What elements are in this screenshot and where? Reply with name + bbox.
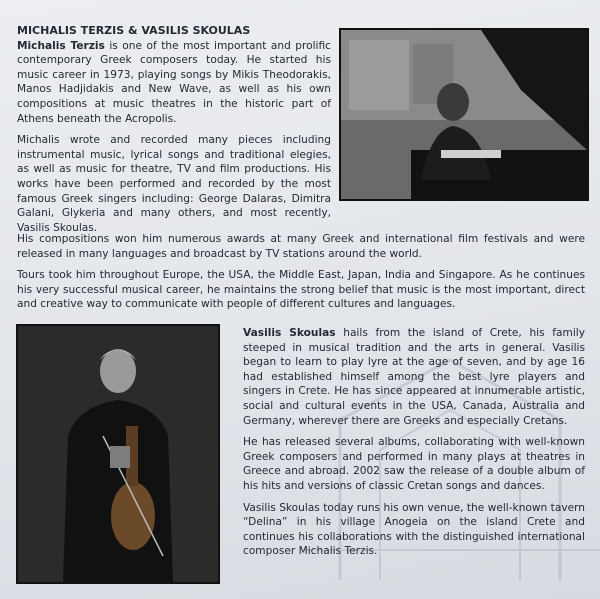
terzis-name: Michalis Terzis <box>17 39 105 52</box>
skoulas-bio <box>243 326 585 566</box>
skoulas-lyre-photo <box>16 324 220 584</box>
terzis-awards-paragraph: His compositions won him numerous awards at many Greek and international film festivals and were released in many languages and broadcast by TV stations around the world. <box>17 233 585 260</box>
skoulas-name: Vasilis Skoulas <box>243 327 336 339</box>
terzis-bio-top <box>17 24 331 242</box>
terzis-intro-paragraph <box>17 39 331 127</box>
terzis-tours-paragraph: Tours took him throughout Europe, the USA, the Middle East, Japan, India and Singapore. As he continues his very successful musical career, he maintains the strong belief that music is the most important, direct and creative way to communicate with people of different cultures and languages. <box>17 269 585 311</box>
skoulas-intro-text: hails from the island of Crete, his family steeped in musical tradition and the arts in general. Vasilis began to learn to play lyre at the age of seven, and by age 16 had established himself among the best lyre players and singers in Crete. He has since appeared at innumerable artistic, social and cultural events in the USA, Canada, Australia and Germany, wherever there are Greeks and especially Cretans. <box>243 327 585 427</box>
skoulas-intro-paragraph <box>243 326 585 428</box>
terzis-intro-text: is one of the most important and prolific contemporary Greek composers today. He started his music career in 1973, playing songs by Mikis Theodorakis, Manos Hadjidakis and New Wave, as well as his own compositions at music theatres in the historic part of Athens beneath the Acropolis. <box>17 39 331 125</box>
terzis-works-paragraph: Michalis wrote and recorded many pieces including instrumental music, lyrical songs and traditional elegies, as well as music for theatre, TV and film productions. His works have been performed and recorded by the most famous Greek singers including: George Dalaras, Dimitra Galani, Glykeria and many others, and most recently, Vasilis Skoulas. <box>17 134 331 234</box>
terzis-bio-wide <box>17 232 585 319</box>
skoulas-albums-paragraph: He has released several albums, collaborating with well-known Greek composers and performed in many plays at theatres in Greece and abroad. 2002 saw the release of a double album of his hits and versions of classic Cretan songs and dances. <box>243 436 585 492</box>
terzis-piano-photo <box>339 28 589 201</box>
page-heading: MICHALIS TERZIS & VASILIS SKOULAS <box>17 24 251 37</box>
skoulas-venue-paragraph: Vasilis Skoulas today runs his own venue, the well-known tavern “Delina” in his village Anogeia on the island Crete and continues his collaborations with the distinguished international composer Michalis Terzis. <box>243 501 585 558</box>
